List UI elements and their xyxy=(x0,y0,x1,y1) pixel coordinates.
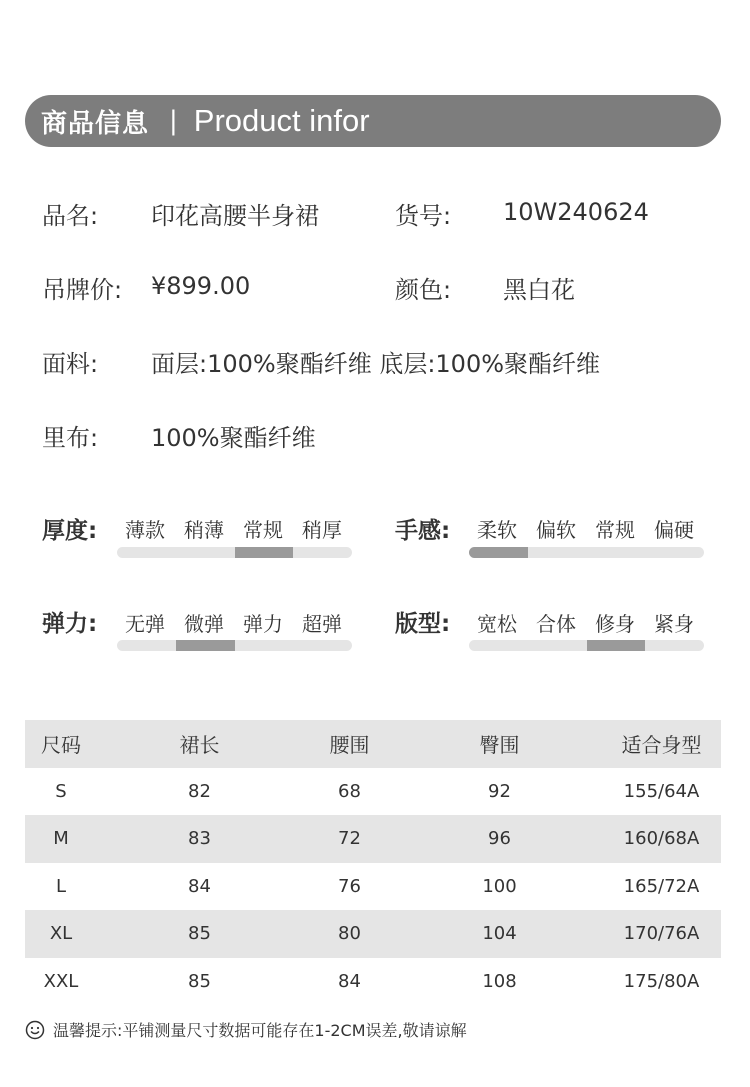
thickness-option: 薄款 xyxy=(125,518,165,542)
table-cell: 84 xyxy=(338,970,361,992)
table-cell: 82 xyxy=(188,780,211,802)
elasticity-scale-marker xyxy=(176,640,235,651)
header-separator: | xyxy=(169,106,178,136)
thickness-scale-marker xyxy=(235,547,294,558)
thickness-option: 常规 xyxy=(243,518,283,542)
table-row xyxy=(25,815,721,863)
feel-option: 偏硬 xyxy=(654,518,694,542)
color-label: 颜色: xyxy=(395,276,452,304)
feel-option: 常规 xyxy=(595,518,635,542)
footnote-text: 温馨提示:平铺测量尺寸数据可能存在1-2CM误差,敬请谅解 xyxy=(53,1021,467,1040)
feel-scale-marker xyxy=(469,547,528,558)
sku-label: 货号: xyxy=(395,202,452,230)
elasticity-option: 超弹 xyxy=(302,612,342,636)
size-cell: M xyxy=(53,828,69,850)
table-cell: 80 xyxy=(338,923,361,945)
table-cell: 104 xyxy=(482,923,517,945)
table-row xyxy=(25,958,721,1006)
fit-option: 合体 xyxy=(536,612,576,636)
table-cell: 108 xyxy=(482,970,517,992)
header-title-cn: 商品信息 xyxy=(41,108,150,139)
smile-icon xyxy=(25,1020,45,1040)
table-cell: 92 xyxy=(488,780,511,802)
price-label: 吊牌价: xyxy=(42,276,123,304)
name-value: 印花高腰半身裙 xyxy=(151,202,319,230)
column-header: 腰围 xyxy=(329,733,370,758)
table-cell: 96 xyxy=(488,828,511,850)
thickness-scale-track xyxy=(117,547,352,558)
table-row xyxy=(25,863,721,911)
color-value: 黑白花 xyxy=(503,276,575,304)
fit-scale-marker xyxy=(587,640,646,651)
table-cell: 165/72A xyxy=(623,875,700,897)
size-table xyxy=(25,720,721,1005)
thickness-option: 稍薄 xyxy=(184,518,224,542)
elasticity-option: 弹力 xyxy=(243,612,283,636)
thickness-option: 稍厚 xyxy=(302,518,342,542)
size-cell: L xyxy=(55,875,67,897)
size-cell: XL xyxy=(49,923,73,945)
table-cell: 160/68A xyxy=(623,828,700,850)
table-cell: 83 xyxy=(188,828,211,850)
table-cell: 85 xyxy=(188,923,211,945)
table-cell: 100 xyxy=(482,875,517,897)
table-cell: 85 xyxy=(188,970,211,992)
table-cell: 76 xyxy=(338,875,361,897)
elasticity-scale-track xyxy=(117,640,352,651)
size-cell: XXL xyxy=(43,970,79,992)
lining-label: 里布: xyxy=(42,424,99,452)
name-label: 品名: xyxy=(42,202,99,230)
elasticity-option: 微弹 xyxy=(184,612,224,636)
column-header: 裙长 xyxy=(179,733,220,758)
table-row xyxy=(25,768,721,816)
table-cell: 155/64A xyxy=(623,780,700,802)
fit-option: 紧身 xyxy=(654,612,694,636)
fit-label: 版型: xyxy=(395,611,451,637)
table-cell: 72 xyxy=(338,828,361,850)
table-cell: 175/80A xyxy=(623,970,700,992)
table-header-row xyxy=(25,720,721,768)
feel-option: 柔软 xyxy=(477,518,517,542)
price-value: ¥899.00 xyxy=(151,272,251,300)
fit-scale-track xyxy=(469,640,704,651)
table-row xyxy=(25,910,721,958)
fit-option: 宽松 xyxy=(477,612,517,636)
table-cell: 84 xyxy=(188,875,211,897)
column-header: 臀围 xyxy=(479,733,520,758)
fabric-label: 面料: xyxy=(42,350,99,378)
table-cell: 68 xyxy=(338,780,361,802)
elasticity-label: 弹力: xyxy=(42,611,98,637)
feel-scale-track xyxy=(469,547,704,558)
column-header: 尺码 xyxy=(41,733,81,758)
sku-value: 10W240624 xyxy=(503,198,649,226)
column-header: 适合身型 xyxy=(621,733,702,758)
fit-option: 修身 xyxy=(595,612,635,636)
thickness-label: 厚度: xyxy=(42,518,98,544)
fabric-value: 面层:100%聚酯纤维 底层:100%聚酯纤维 xyxy=(151,350,601,378)
elasticity-option: 无弹 xyxy=(125,612,165,636)
table-cell: 170/76A xyxy=(623,923,700,945)
footnote xyxy=(25,1018,467,1041)
size-cell: S xyxy=(55,780,67,802)
feel-option: 偏软 xyxy=(536,518,576,542)
lining-value: 100%聚酯纤维 xyxy=(151,424,316,452)
feel-label: 手感: xyxy=(395,518,451,544)
section-header xyxy=(25,95,721,147)
header-title-en: Product infor xyxy=(193,103,370,138)
